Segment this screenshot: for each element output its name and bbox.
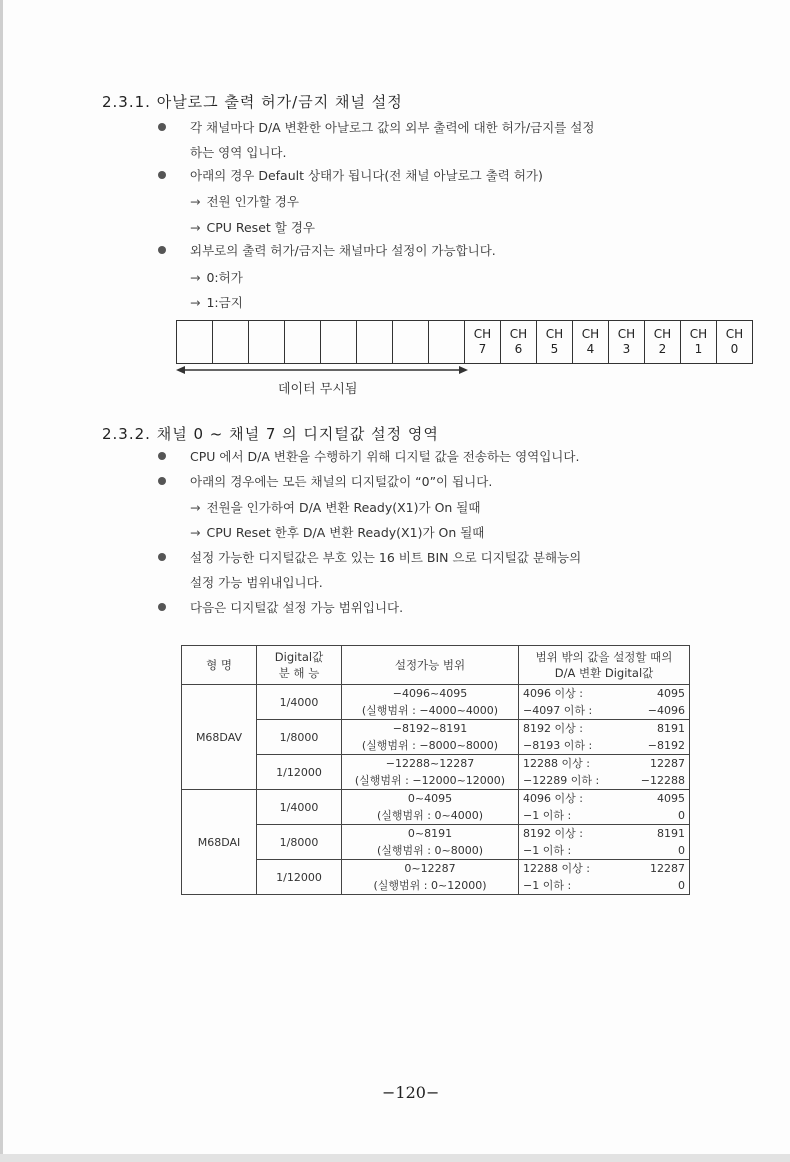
bullet	[158, 246, 166, 254]
bit-cell	[177, 321, 213, 364]
out-of-range-cell: 4096 이상 : 4095 −4097 이하 : −4096	[519, 685, 690, 720]
arrow-icon: →	[190, 194, 201, 209]
header-resolution: Digital값 분 해 능	[257, 646, 342, 685]
table-row	[182, 685, 690, 720]
bullet-text-cont: 설정 가능 범위내입니다.	[190, 575, 323, 590]
bullet	[158, 553, 166, 561]
page-number: −120−	[382, 1083, 440, 1102]
arrow-icon: →	[190, 270, 201, 285]
range-cell: 0~8191 (실행범위 : 0~8000)	[342, 825, 519, 860]
bullet	[158, 452, 166, 460]
bullet-text: 아래의 경우 Default 상태가 됩니다(전 채널 아날로그 출력 허가)	[190, 168, 543, 183]
model-cell: M68DAI	[182, 790, 257, 895]
bullet-text: 다음은 디지털값 설정 가능 범위입니다.	[190, 600, 404, 615]
resolution-cell: 1/8000	[257, 720, 342, 755]
bullet	[158, 603, 166, 611]
range-cell: −4096~4095 (실행범위 : −4000~4000)	[342, 685, 519, 720]
bullet-text: 설정 가능한 디지털값은 부호 있는 16 비트 BIN 으로 디지털값 분해능의	[190, 550, 582, 565]
bullet	[158, 477, 166, 485]
bit-cell	[321, 321, 357, 364]
range-cell: −8192~8191 (실행범위 : −8000~8000)	[342, 720, 519, 755]
out-of-range-cell: 12288 이상 : 12287 −12289 이하 : −12288	[519, 755, 690, 790]
bit-cell: CH 1	[681, 321, 717, 364]
range-cell: 0~12287 (실행범위 : 0~12000)	[342, 860, 519, 895]
sub-item: → 전원 인가할 경우	[190, 194, 299, 209]
out-of-range-cell: 8192 이상 : 8191 −8193 이하 : −8192	[519, 720, 690, 755]
bit-cell: CH 4	[573, 321, 609, 364]
bit-cell	[249, 321, 285, 364]
bit-register	[176, 320, 753, 364]
sub-item: → CPU Reset 한후 D/A 변환 Ready(X1)가 On 될때	[190, 525, 485, 540]
bit-cell	[393, 321, 429, 364]
scan-edge-bottom	[0, 1154, 790, 1162]
ignored-range-arrow-icon	[176, 364, 468, 376]
model-cell: M68DAV	[182, 685, 257, 790]
bit-cell: CH 6	[501, 321, 537, 364]
sub-item: → 1:금지	[190, 295, 243, 310]
header-out-of-range: 범위 밖의 값을 설정할 때의 D/A 변환 Digital값	[519, 646, 690, 685]
range-cell: 0~4095 (실행범위 : 0~4000)	[342, 790, 519, 825]
bullet-text-cont: 하는 영역 입니다.	[190, 145, 287, 160]
resolution-cell: 1/12000	[257, 860, 342, 895]
table-row	[182, 720, 690, 755]
sub-item: → 0:허가	[190, 270, 243, 285]
scan-edge-left	[0, 0, 3, 1162]
table-row	[182, 860, 690, 895]
bit-cell	[357, 321, 393, 364]
header-model: 형 명	[182, 646, 257, 685]
bit-cell: CH 0	[717, 321, 753, 364]
arrow-icon: →	[190, 525, 201, 540]
range-cell: −12288~12287 (실행범위 : −12000~12000)	[342, 755, 519, 790]
table-row	[182, 755, 690, 790]
section-title-2-3-1: 2.3.1. 아날로그 출력 허가/금지 채널 설정	[102, 93, 403, 111]
arrow-icon: →	[190, 500, 201, 515]
table-row	[182, 790, 690, 825]
bit-cell: CH 2	[645, 321, 681, 364]
arrow-icon: →	[190, 295, 201, 310]
bullet-text: 외부로의 출력 허가/금지는 채널마다 설정이 가능합니다.	[190, 243, 496, 258]
header-range: 설정가능 범위	[342, 646, 519, 685]
table-row	[182, 825, 690, 860]
out-of-range-cell: 12288 이상 : 12287 −1 이하 : 0	[519, 860, 690, 895]
table-header-row	[182, 646, 690, 685]
bullet	[158, 123, 166, 131]
out-of-range-cell: 4096 이상 : 4095 −1 이하 : 0	[519, 790, 690, 825]
sub-item: → CPU Reset 할 경우	[190, 220, 315, 235]
bit-cell: CH 5	[537, 321, 573, 364]
arrow-icon: →	[190, 220, 201, 235]
bullet-text: 아래의 경우에는 모든 채널의 디지털값이 “0”이 됩니다.	[190, 474, 493, 489]
sub-item: → 전원을 인가하여 D/A 변환 Ready(X1)가 On 될때	[190, 500, 481, 515]
resolution-cell: 1/4000	[257, 685, 342, 720]
bit-cell	[213, 321, 249, 364]
out-of-range-cell: 8192 이상 : 8191 −1 이하 : 0	[519, 825, 690, 860]
resolution-cell: 1/12000	[257, 755, 342, 790]
bit-cell	[285, 321, 321, 364]
digital-range-table	[181, 645, 690, 895]
bullet-text: CPU 에서 D/A 변환을 수행하기 위해 디지털 값을 전송하는 영역입니다.	[190, 449, 580, 464]
bit-cell: CH 3	[609, 321, 645, 364]
bit-cell	[429, 321, 465, 364]
bullet	[158, 171, 166, 179]
bit-cell: CH 7	[465, 321, 501, 364]
ignored-range-label: 데이터 무시됨	[278, 382, 358, 397]
resolution-cell: 1/8000	[257, 825, 342, 860]
bullet-text: 각 채널마다 D/A 변환한 아날로그 값의 외부 출력에 대한 허가/금지를 설정	[190, 120, 595, 135]
resolution-cell: 1/4000	[257, 790, 342, 825]
section-title-2-3-2: 2.3.2. 채널 0 ~ 채널 7 의 디지털값 설정 영역	[102, 425, 439, 443]
